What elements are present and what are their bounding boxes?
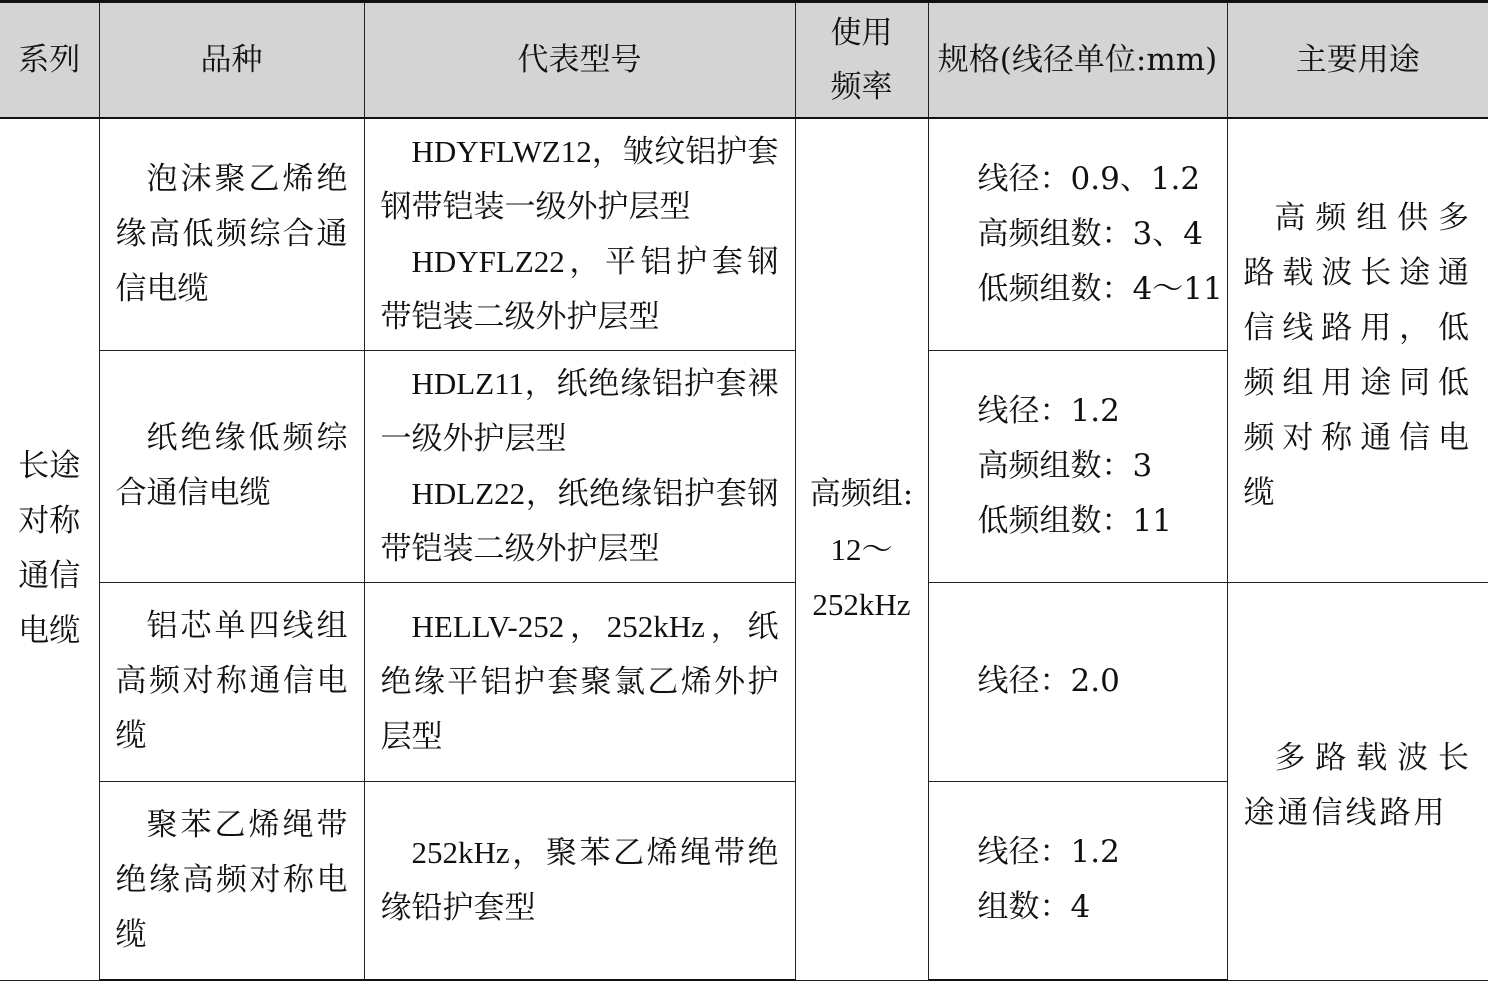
model-cell [364, 118, 795, 350]
variety-text: 纸绝缘低频综合通信电缆 [115, 420, 348, 511]
header-row [0, 2, 1488, 119]
variety-text: 铝芯单四线组高频对称通信电缆 [115, 608, 348, 754]
variety-cell [99, 350, 364, 582]
model-cell [364, 781, 795, 980]
series-label-line: 长途 [18, 448, 81, 485]
spec-line: 低频组数：11 [977, 502, 1172, 539]
table-row [0, 118, 1488, 350]
variety-cell [99, 582, 364, 781]
spec-line: 组数：4 [977, 889, 1091, 926]
model-cell [364, 582, 795, 781]
spec-line: 线径：0.9、1.2 [977, 160, 1201, 197]
use-text: 高频组供多路载波长途通信线路用，低频组用途同低频对称通信电缆 [1243, 200, 1472, 511]
header-model: 代表型号 [364, 2, 795, 119]
header-spec: 规格(线径单位:mm) [928, 2, 1227, 119]
variety-text: 泡沫聚乙烯绝缘高低频综合通信电缆 [115, 160, 348, 307]
model-text: HDYFLWZ12，皱纹铝护套钢带铠装一级外护层型 [380, 134, 779, 225]
table-row [0, 582, 1488, 781]
header-frequency-line: 使用 [830, 15, 893, 51]
spec-cell [928, 118, 1227, 350]
header-frequency [795, 2, 928, 119]
spec-line: 高频组数：3 [977, 447, 1153, 484]
spec-cell [928, 582, 1227, 781]
spec-line: 线径：1.2 [977, 392, 1120, 429]
model-text: HDLZ11，纸绝缘铝护套裸一级外护层型 [380, 366, 779, 456]
model-cell [364, 350, 795, 582]
header-variety: 品种 [99, 2, 364, 119]
variety-cell [99, 118, 364, 350]
model-text: HDYFLZ22，平铝护套钢带铠装二级外护层型 [380, 244, 779, 335]
series-cell [0, 118, 99, 980]
header-frequency-line: 频率 [830, 69, 893, 105]
frequency-line: 高频组: [809, 475, 914, 512]
variety-text: 聚苯乙烯绳带绝缘高频对称电缆 [115, 806, 348, 953]
frequency-line: 252kHz [812, 586, 911, 622]
model-text: 252kHz，聚苯乙烯绳带绝缘铅护套型 [380, 835, 779, 926]
model-text: HELLV-252，252kHz，纸绝缘平铝护套聚氯乙烯外护层型 [380, 609, 779, 754]
spec-line: 线径：1.2 [977, 834, 1120, 871]
use-cell [1227, 582, 1488, 980]
frequency-cell [795, 118, 928, 980]
header-series: 系列 [0, 2, 99, 119]
frequency-line: 12～ [830, 531, 893, 567]
spec-line: 高频组数：3、4 [977, 215, 1203, 252]
spec-line: 线径：2.0 [977, 663, 1120, 699]
model-text: HDLZ22，纸绝缘铝护套钢带铠装二级外护层型 [380, 476, 779, 566]
spec-cell [928, 781, 1227, 980]
spec-cell [928, 350, 1227, 582]
series-label-line: 电缆 [18, 613, 81, 650]
header-use: 主要用途 [1227, 2, 1488, 119]
use-text: 多路载波长途通信线路用 [1243, 739, 1472, 831]
series-label-line: 对称 [18, 503, 81, 540]
series-label-line: 通信 [18, 558, 81, 595]
variety-cell [99, 781, 364, 980]
use-cell [1227, 118, 1488, 582]
spec-line: 低频组数：4～11 [977, 270, 1223, 307]
